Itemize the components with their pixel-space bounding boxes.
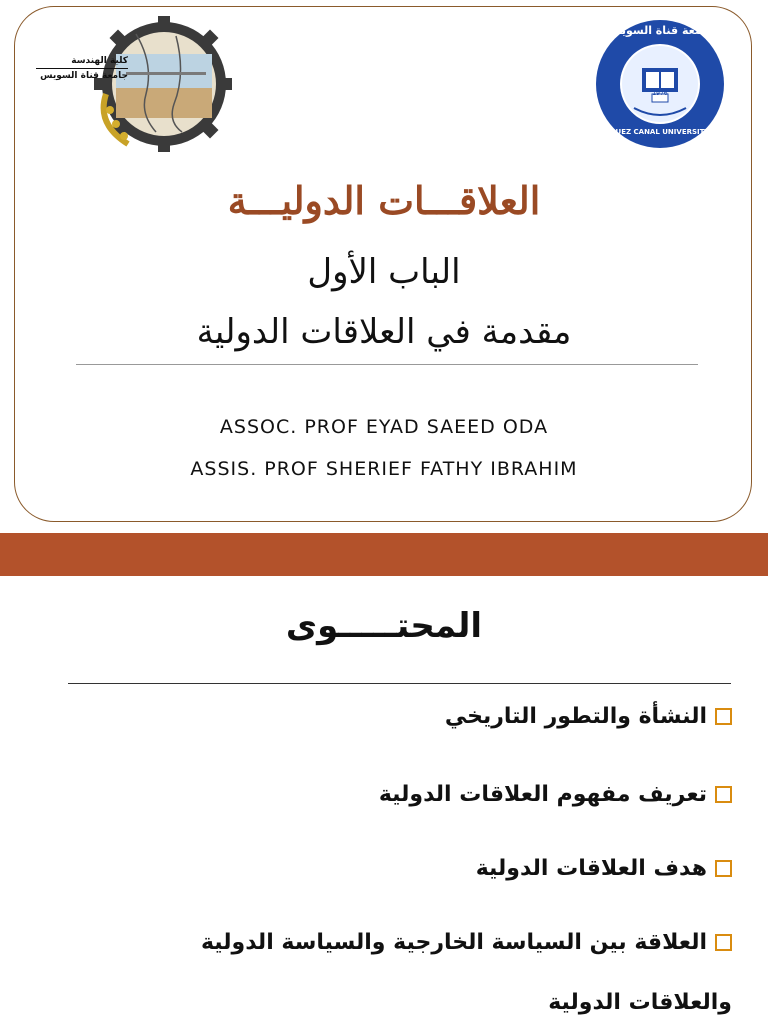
contents-item: [445, 704, 732, 729]
university-seal-logo: [594, 18, 726, 150]
chapter-title: مقدمة في العلاقات الدولية: [196, 312, 572, 352]
author-1: ASSOC. PROF EYAD SAEED ODA: [219, 416, 549, 438]
contents-item-continuation: والعلاقات الدولية: [548, 990, 732, 1015]
faculty-university: جامعة قناة السويس: [36, 68, 128, 83]
faculty-name: كلية الهندسة: [71, 56, 128, 66]
contents-title: المحتـــــوى: [285, 606, 483, 646]
accent-band: [0, 533, 768, 576]
contents-item: [476, 856, 732, 881]
contents-item-label: تعريف مفهوم العلاقات الدولية: [378, 782, 707, 807]
contents-item-label: النشأة والتطور التاريخي: [444, 704, 707, 729]
contents-item-label: هدف العلاقات الدولية: [475, 856, 707, 881]
contents-item-label: العلاقة بين السياسة الخارجية والسياسة الدولية: [200, 930, 707, 955]
faculty-logo: [36, 14, 232, 154]
divider: [76, 364, 698, 365]
university-year: 1976: [652, 90, 668, 97]
checkbox-bullet-icon: [715, 934, 732, 951]
chapter-label: الباب الأول: [307, 252, 461, 292]
university-arabic-name: جامعة قناة السويس: [606, 24, 714, 37]
slide-title: العلاقـــات الدوليـــة: [227, 178, 541, 223]
contents-item: [379, 782, 732, 807]
checkbox-bullet-icon: [715, 860, 732, 877]
contents-item: [201, 930, 732, 955]
contents-divider: [68, 683, 731, 684]
university-english-name: SUEZ CANAL UNIVERSITY: [610, 128, 710, 136]
checkbox-bullet-icon: [715, 708, 732, 725]
checkbox-bullet-icon: [715, 786, 732, 803]
author-2: ASSIS. PROF SHERIEF FATHY IBRAHIM: [190, 458, 578, 480]
